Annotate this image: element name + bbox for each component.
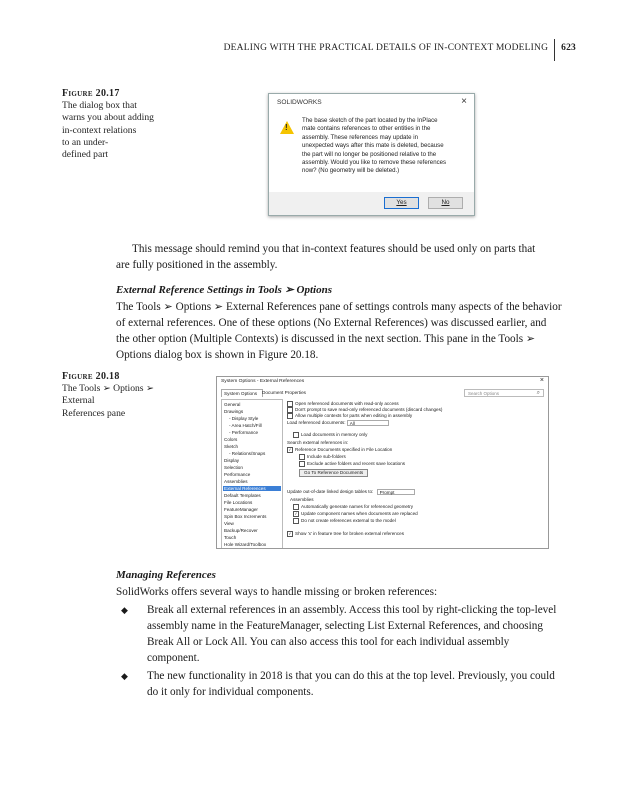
paragraph-line: This message should remind you that in-context features should be used only on parts that [132, 243, 536, 255]
checkbox-checked[interactable]: ✓ [294, 510, 298, 516]
tree-item[interactable]: Assemblies [224, 479, 248, 484]
search-placeholder: Search Options [468, 391, 500, 396]
option-multiple-contexts[interactable] [287, 413, 412, 419]
load-dropdown[interactable] [347, 420, 389, 426]
paragraph-line: are fully positioned in the assembly. [116, 259, 278, 271]
bullet-line: Break All or Lock All. You can also access this tool for each individual assembly [147, 636, 510, 648]
tree-item[interactable]: - Area Hatch/Fill [229, 423, 262, 428]
checkbox-checked[interactable]: ✓ [288, 446, 292, 452]
figure-label: Figure 20.18 [62, 371, 120, 382]
tree-item[interactable]: File Locations [224, 500, 253, 505]
dropdown-value: All [349, 421, 355, 426]
message-line: assembly. These references may update in [302, 133, 418, 141]
tree-item[interactable]: Colors [224, 437, 238, 442]
tree-item[interactable]: - Relations/Snaps [229, 451, 266, 456]
caption-line: warns you about adding [62, 112, 154, 124]
load-referenced-row [287, 420, 389, 426]
option-label: Exclude active folders and recent save locations [307, 461, 406, 467]
option-reference-docs[interactable] [287, 447, 392, 453]
message-line: mate contains references to other entities in the [302, 125, 431, 133]
bullet-icon: ◆ [121, 606, 128, 616]
caption-line: The Tools ➢ Options ➢ [62, 383, 154, 395]
checkbox[interactable] [293, 432, 299, 438]
tree-item[interactable]: View [224, 521, 234, 526]
checkbox[interactable] [293, 504, 299, 510]
caption-line: to an under- [62, 136, 109, 148]
tree-item[interactable]: Drawings [224, 409, 244, 414]
dialog-message [302, 117, 467, 176]
option-label: Include sub-folders [307, 454, 346, 460]
option-no-external[interactable] [293, 518, 396, 524]
figure-caption-20-17 [62, 88, 154, 161]
search-external-label: Search external references in: [287, 440, 349, 445]
paragraph-line: the other option (Multiple Contexts) is discussed in the next section. This pane in the Tools ➢ [116, 333, 536, 345]
solidworks-warning-dialog [268, 93, 475, 216]
caption-line: References pane [62, 407, 126, 419]
options-pane [287, 399, 544, 546]
update-label: Update out-of-date linked design tables to: [287, 489, 374, 495]
tab-document-properties[interactable]: Document Properties [262, 390, 307, 395]
paragraph: SolidWorks offers several ways to handle missing or broken references: [116, 586, 438, 598]
tree-item[interactable]: - Performance [229, 430, 259, 435]
load-label: Load referenced documents: [287, 420, 346, 426]
option-subfolders[interactable] [299, 454, 346, 460]
paragraph-line: The Tools ➢ Options ➢ External References pane of settings controls many aspects of the behavior [116, 301, 562, 313]
update-row [287, 489, 415, 495]
figure-label: Figure 20.17 [62, 88, 120, 99]
tree-item[interactable]: Hole Wizard/Toolbox [224, 542, 267, 547]
dialog-titlebar [217, 377, 548, 386]
checkbox[interactable] [299, 461, 305, 467]
bullet-line: The new functionality in 2018 is that you can do this at the top level. Previously, you could [147, 670, 555, 682]
page-number: 623 [561, 43, 576, 54]
checkbox-checked[interactable]: ✓ [288, 530, 292, 536]
running-head [224, 37, 576, 59]
option-label: Allow multiple contexts for parts when editing in assembly [295, 413, 413, 419]
tree-item[interactable]: General [224, 402, 241, 407]
figure-caption-20-18 [62, 371, 154, 420]
paragraph-line: of external references. One of these options (No External References) was discussed earlier, and [116, 317, 547, 329]
option-exclude[interactable] [299, 461, 405, 467]
message-line: now? (No geometry will be deleted.) [302, 167, 400, 175]
update-dropdown[interactable] [377, 489, 415, 495]
option-label: Update component names when documents are replaced [301, 511, 418, 517]
checkbox[interactable] [299, 454, 305, 460]
caption-line: The dialog box that [62, 100, 137, 112]
dialog-title: System Options - External References [221, 379, 305, 384]
option-label: Show 'x' in feature tree for broken external references [295, 531, 404, 537]
paragraph-line: Options dialog box is shown in Figure 20.18. [116, 349, 319, 361]
option-autoname[interactable] [293, 504, 413, 510]
message-line: the part will no longer be positioned relative to the [302, 150, 437, 158]
tree-item[interactable]: Performance [224, 472, 251, 477]
option-label: Load documents in memory only [301, 432, 368, 438]
message-line: The base sketch of the part located by the InPlace [302, 117, 438, 124]
system-options-dialog [216, 376, 549, 549]
tab-system-options[interactable]: System Options [221, 389, 263, 397]
no-button[interactable]: No [428, 197, 463, 209]
tree-item[interactable]: Display [224, 458, 240, 463]
caption-line: External [62, 395, 95, 407]
caption-line: defined part [62, 149, 109, 161]
tree-item[interactable]: Default Templates [224, 493, 261, 498]
dropdown-value: Prompt [379, 490, 395, 495]
message-line: assembly. Would you like to remove these references [302, 159, 447, 167]
option-label: Reference Documents specified in File Location [295, 447, 393, 453]
option-label: Open referenced documents with read-only access [295, 401, 399, 407]
bullet-line: do it only for individual components. [147, 686, 314, 698]
section-heading: External Reference Settings in Tools ➢ Options [116, 284, 332, 296]
dialog-footer [269, 192, 474, 215]
bullet-line: Break all external references in an assembly. Access this tool by right-clicking the top-level [147, 604, 557, 616]
tree-item[interactable]: Touch [224, 535, 237, 540]
bullet-line: component. [147, 652, 200, 664]
option-label: Do not create references external to the model [301, 518, 396, 524]
running-head-title: DEALING WITH THE PRACTICAL DETAILS OF IN-CONTEXT MODELING [223, 43, 549, 54]
tree-item[interactable]: - Display Style [229, 416, 259, 421]
checkbox[interactable] [293, 518, 299, 524]
option-update-component[interactable] [293, 511, 418, 517]
tree-item[interactable]: FeatureManager [224, 507, 258, 512]
bullet-line: assembly name in the FeatureManager, selecting List External References, and choosing [147, 620, 543, 632]
options-tree [221, 399, 283, 549]
tree-item[interactable]: Spin Box Increments [224, 514, 267, 519]
goto-row [299, 469, 368, 477]
section-heading: Managing References [116, 569, 216, 581]
dialog-title: SOLIDWORKS [277, 99, 322, 106]
search-input[interactable] [464, 389, 544, 397]
goto-reference-button[interactable]: Go To Reference Documents [299, 469, 368, 477]
option-memory-only[interactable] [293, 432, 367, 438]
tree-item[interactable]: Backup/Recover [224, 528, 258, 533]
bullet-icon: ◆ [121, 672, 128, 682]
caption-line: in-context relations [62, 124, 137, 136]
header-divider [554, 39, 555, 61]
search-icon: ⌕ [536, 390, 540, 396]
assemblies-label: Assemblies [290, 497, 314, 502]
warning-icon: ! [280, 121, 294, 134]
message-line: unexpected ways after this mate is deleted, because [302, 142, 444, 150]
tree-item[interactable]: Selection [224, 465, 243, 470]
yes-button[interactable]: Yes [384, 197, 419, 209]
tree-item-selected[interactable]: External References [223, 486, 281, 491]
option-show-x[interactable] [287, 531, 404, 537]
option-label: Automatically generate names for referenced geometry [301, 504, 414, 510]
option-label: Don't prompt to save read-only referenced documents (discard changes) [295, 407, 443, 413]
tree-item[interactable]: Sketch [224, 444, 239, 449]
checkbox[interactable] [287, 413, 293, 419]
close-icon[interactable]: × [539, 377, 544, 384]
close-icon[interactable]: × [461, 96, 467, 107]
